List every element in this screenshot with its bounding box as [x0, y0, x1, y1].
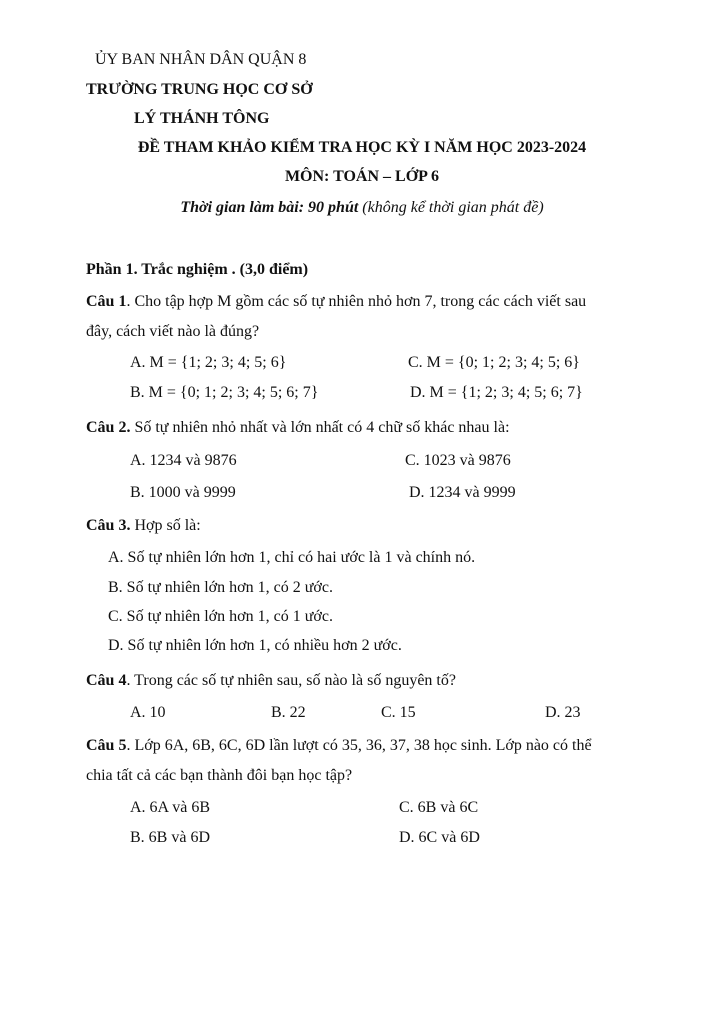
question-3-line1	[86, 516, 201, 536]
question-1-option-b: B. M = {0; 1; 2; 3; 4; 5; 6; 7}	[130, 384, 319, 401]
question-3-option-d: D. Số tự nhiên lớn hơn 1, có nhiều hơn 2 ước.	[108, 637, 402, 654]
question-1-line2: đây, cách viết nào là đúng?	[86, 323, 260, 340]
time-limit	[0, 198, 724, 218]
question-4-option-b: B. 22	[271, 704, 306, 721]
question-4-line1	[86, 671, 456, 691]
time-limit-note: (không kể thời gian phát đề)	[358, 199, 544, 216]
question-1-label: Câu 1	[86, 293, 127, 310]
exam-title: ĐỀ THAM KHẢO KIỂM TRA HỌC KỲ I NĂM HỌC 2023-2024	[137, 139, 587, 156]
question-3-label: Câu 3.	[86, 517, 131, 534]
subject-title: MÔN: TOÁN – LỚP 6	[284, 168, 440, 185]
question-2-option-b: B. 1000 và 9999	[130, 484, 236, 501]
question-5-line1	[86, 736, 592, 756]
question-1-option-d: D. M = {1; 2; 3; 4; 5; 6; 7}	[410, 384, 583, 401]
question-1-option-a: A. M = {1; 2; 3; 4; 5; 6}	[130, 354, 287, 371]
question-4-text: . Trong các số tự nhiên sau, số nào là số nguyên tố?	[126, 672, 456, 689]
question-2-label: Câu 2.	[86, 419, 131, 436]
question-5-option-b: B. 6B và 6D	[130, 829, 210, 846]
question-3-option-b: B. Số tự nhiên lớn hơn 1, có 2 ước.	[108, 579, 333, 596]
question-3-text: Hợp số là:	[130, 517, 201, 534]
question-3-option-c: C. Số tự nhiên lớn hơn 1, có 1 ước.	[108, 608, 333, 625]
question-4-label: Câu 4	[86, 672, 127, 689]
school-name-line2: LÝ THÁNH TÔNG	[134, 110, 270, 127]
question-5-label: Câu 5	[86, 737, 127, 754]
question-2-text: Số tự nhiên nhỏ nhất và lớn nhất có 4 chữ số khác nhau là:	[130, 419, 510, 436]
question-5-line2: chia tất cả các bạn thành đôi bạn học tập?	[86, 767, 353, 784]
question-4-option-d: D. 23	[545, 704, 581, 721]
question-3-option-a: A. Số tự nhiên lớn hơn 1, chỉ có hai ước là 1 và chính nó.	[108, 549, 476, 566]
question-2-option-a: A. 1234 và 9876	[130, 452, 237, 469]
question-1-text: . Cho tập hợp M gồm các số tự nhiên nhỏ hơn 7, trong các cách viết sau	[126, 293, 587, 310]
school-name-line1: TRƯỜNG TRUNG HỌC CƠ SỞ	[86, 81, 313, 98]
question-4-option-c: C. 15	[381, 704, 416, 721]
question-5-option-a: A. 6A và 6B	[130, 799, 210, 816]
question-1-option-c: C. M = {0; 1; 2; 3; 4; 5; 6}	[408, 354, 580, 371]
part1-title: Phần 1. Trắc nghiệm . (3,0 điểm)	[86, 261, 309, 278]
question-5-option-d: D. 6C và 6D	[399, 829, 480, 846]
question-2-option-c: C. 1023 và 9876	[405, 452, 511, 469]
question-4-option-a: A. 10	[130, 704, 166, 721]
committee-name: ỦY BAN NHÂN DÂN QUẬN 8	[95, 51, 307, 68]
question-2-option-d: D. 1234 và 9999	[409, 484, 516, 501]
question-5-text: . Lớp 6A, 6B, 6C, 6D lần lượt có 35, 36, 37, 38 học sinh. Lớp nào có thể	[126, 737, 592, 754]
question-2-line1	[86, 418, 510, 438]
time-limit-bold: Thời gian làm bài: 90 phút	[180, 199, 359, 216]
question-1-line1	[86, 292, 586, 312]
question-5-option-c: C. 6B và 6C	[399, 799, 479, 816]
